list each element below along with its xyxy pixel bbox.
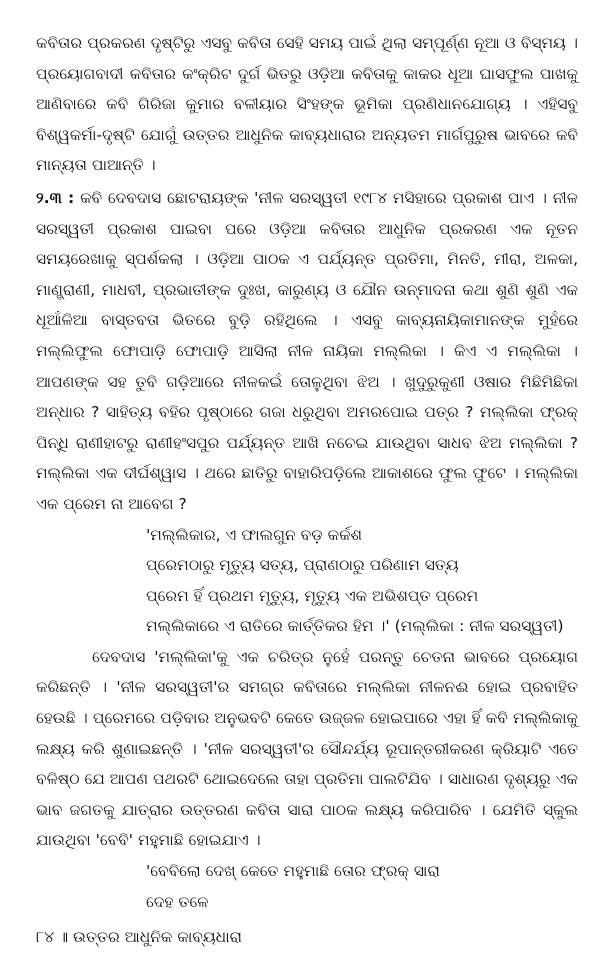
poem-line: ଦେହ ତଳେ: [146, 892, 209, 911]
poem-line: ପ୍ରେମ ହିଁ ପ୍ରଥମ ମୃତ୍ୟୁ, ମୃତ୍ୟୁ ଏକ ଅଭିଶପ୍ତ ପ୍ରେମ: [146, 586, 479, 605]
poem-line: 'ମଲ୍ଲିକାର, ଏ ଫାଲଗୁନ ବଡ଼ କର୍କଶ: [146, 525, 363, 544]
poem-line: ମଲ୍ଲିକାରେ ଏ ରାତିରେ କାର୍ତ୍ତିକର ହିମ ।' (ମଲ୍ଲିକା : ନୀଳ ସରସ୍ୱତୀ): [146, 617, 564, 636]
poem-quote-mallika: [146, 520, 578, 642]
section-2-3-text: କବି ଦେବଦାସ ଛୋଟରାୟଙ୍କ 'ନୀଳ ସରସ୍ୱତୀ ୧୯୮୪ ମସିହାରେ ପ୍ରକାଶ ପାଏ । ନୀଳ ସରସ୍ୱତୀ ପ୍ରକାଶ ପାଇବା ପରେ ଓଡ଼ିଆ କବିତାର ଆଧୁନିକ ପ୍ରକରଣ ଏକ ନୂତନ ସମୟରେଖାକୁ ସ୍ପର୍ଶକଲା । ଓଡ଼ିଆ ପାଠକ ଏ ପର୍ଯ୍ୟନ୍ତ ପ୍ରତିମା, ମିନତି, ମୀରା, ଅଳକା, ମାଣ୍ଡ୍ରାଣୀ, ମାଧବୀ, ପ୍ରଭାତୀଙ୍କ ଦୁଃଖ, କାରୁଣ୍ୟ ଓ ଯୌନ ଉନ୍ମାଦନା କଥା ଶୁଣି ଶୁଣି ଏକ ଧୂଆଁଳିଆ ବାସ୍ତବତା ଭିତରେ ବୁଡ଼ି ରହିଥିଲେ । ଏସବୁ କାବ୍ୟନାୟିକାମାନଙ୍କ ମୁହଁରେ ମଲ୍ଲିଫୁଲ ଫୋପାଡ଼ି ଫୋପାଡ଼ି ଆସିଲା ନୀଳ ନାୟିକା ମଲ୍ଲିକା । କିଏ ଏ ମଲ୍ଲିକା । ଆପଣଙ୍କ ସହ ତୁବି ଗଡ଼ିଆରେ ନୀଳକଇଁ ତୋଳୁଥିବା ଝିଅ । ଖୁଦୁରୁକୁଣୀ ଓଷାର ମିଛିମିଛିକା ଅନ୍ଧାର ? ସାହିତ୍ୟ ବହିର ପୃଷ୍ଠାରେ ଗଜା ଧରୁଥିବା ଅମରପୋଇ ପତ୍ର ? ମଲ୍ଲିକା ଫ୍ରକ୍ ପିନ୍ଧି ରାଣୀହାଟରୁ ରାଣୀହଂସପୁର ପର୍ଯ୍ୟନ୍ତ ଆଖି ନଚେଇ ଯାଉଥିବା ସାଧବ ଝିଅ ମଲ୍ଲିକା ? ମଲ୍ଲିକା ଏକ ଦୀର୍ଘଶ୍ୱାସ । ଥରେ ଛାତିରୁ ବାହାରିପଡ଼ିଲେ ଆକାଶରେ ଫୁଲ ଫୁଟେ । ମଲ୍ଲିକା ଏକ ପ୍ରେମ ନା ଆବେଗ ?: [36, 188, 578, 513]
paragraph-section-2-3: [36, 183, 578, 520]
poem-quote-baby: [146, 856, 578, 917]
page-footer: ୮୪ ॥ ଉତ୍ତର ଆଧୁନିକ କାବ୍ୟଧାରା: [36, 928, 242, 946]
paragraph-intro: କବିତାର ପ୍ରକରଣ ଦୃଷ୍ଟିରୁ ଏସବୁ କବିତା ସେହି ସମୟ ପାଇଁ ଥିଲା ସମ୍ପୂର୍ଣ୍ଣ ନୂଆ ଓ ବିସ୍ମୟ । ପ୍ରୟୋଗବାଦୀ କବିତାର କଂକ୍ରିଟ ଦୁର୍ଗ ଭିତରୁ ଓଡ଼ିଆ କବିତାକୁ କାକର ଧୂଆ ଘାସଫୁଲ ପାଖକୁ ଆଣିବାରେ କବି ଗିରିଜା କୁମାର ବଳୀୟାର ସିଂହଙ୍କ ଭୂମିକା ପ୍ରଣିଧାନଯୋଗ୍ୟ । ଏହିସବୁ ବିଶ୍ୱକର୍ମା-ଦୃଷ୍ଟି ଯୋଗୁଁ ଉତ୍ତର ଆଧୁନିକ କାବ୍ୟଧାରାର ଅନ୍ୟତମ ମାର୍ଗପୁରୁଷ ଭାବରେ କବି ମାନ୍ୟତା ପାଆନ୍ତି ।: [36, 34, 578, 175]
poem-line: 'ବେବିଲୋ ଦେଖ୍ କେତେ ମହୁମାଛି ତୋର ଫ୍ରକ୍ ସାରା: [146, 862, 440, 881]
paragraph-mallika-analysis: ଦେବଦାସ 'ମଲ୍ଲିକା'କୁ ଏକ ଚରିତ୍ର ନୁହେଁ ପରନ୍ତୁ ଚେତନା ଭାବରେ ପ୍ରୟୋଗ କରିଛନ୍ତି । 'ନୀଳ ସରସ୍ୱତୀ'ର ସମଗ୍ର କବିତାରେ ମଲ୍ଲିକା ନୀଳନଈ ହୋଇ ପ୍ରବାହିତ ହେଉଛି । ପ୍ରେମରେ ପଡ଼ିବାର ଅନୁଭବଟି କେତେ ଉଜ୍ଜଳ ହୋଇପାରେ ଏହା ହିଁ କବି ମଲ୍ଲିକାକୁ ଲକ୍ଷ୍ୟ କରି ଶୁଣାଇଛନ୍ତି । 'ନୀଳ ସରସ୍ୱତୀ'ର ସୌନ୍ଦର୍ଯ୍ୟ ରୂପାନ୍ତରୀକରଣ କ୍ରିୟାଟି ଏତେ ବଳିଷ୍ଠ ଯେ ଆପଣ ପଥରଟି ଥୋଇଦେଲେ ତାହା ପ୍ରତିମା ପାଲଟିଯିବ । ସାଧାରଣ ଦୃଶ୍ୟରୁ ଏକ ଭାବ ଜଗତକୁ ଯାତ୍ରାର ଉତ୍ତରଣ କବିତା ସାରା ପାଠକ ଲକ୍ଷ୍ୟ କରିପାରିବ । ଯେମିତି ସ୍କୁଲ ଯାଉଥିବା 'ବେବି' ମହୁମାଛି ହୋଇଯାଏ ।: [36, 647, 578, 850]
section-number: ୨.୩ :: [36, 188, 75, 207]
poem-line: ପ୍ରେମଠାରୁ ମୃତ୍ୟୁ ସତ୍ୟ, ପ୍ରାଣଠାରୁ ପରିଣାମ ସତ୍ୟ: [146, 556, 459, 575]
